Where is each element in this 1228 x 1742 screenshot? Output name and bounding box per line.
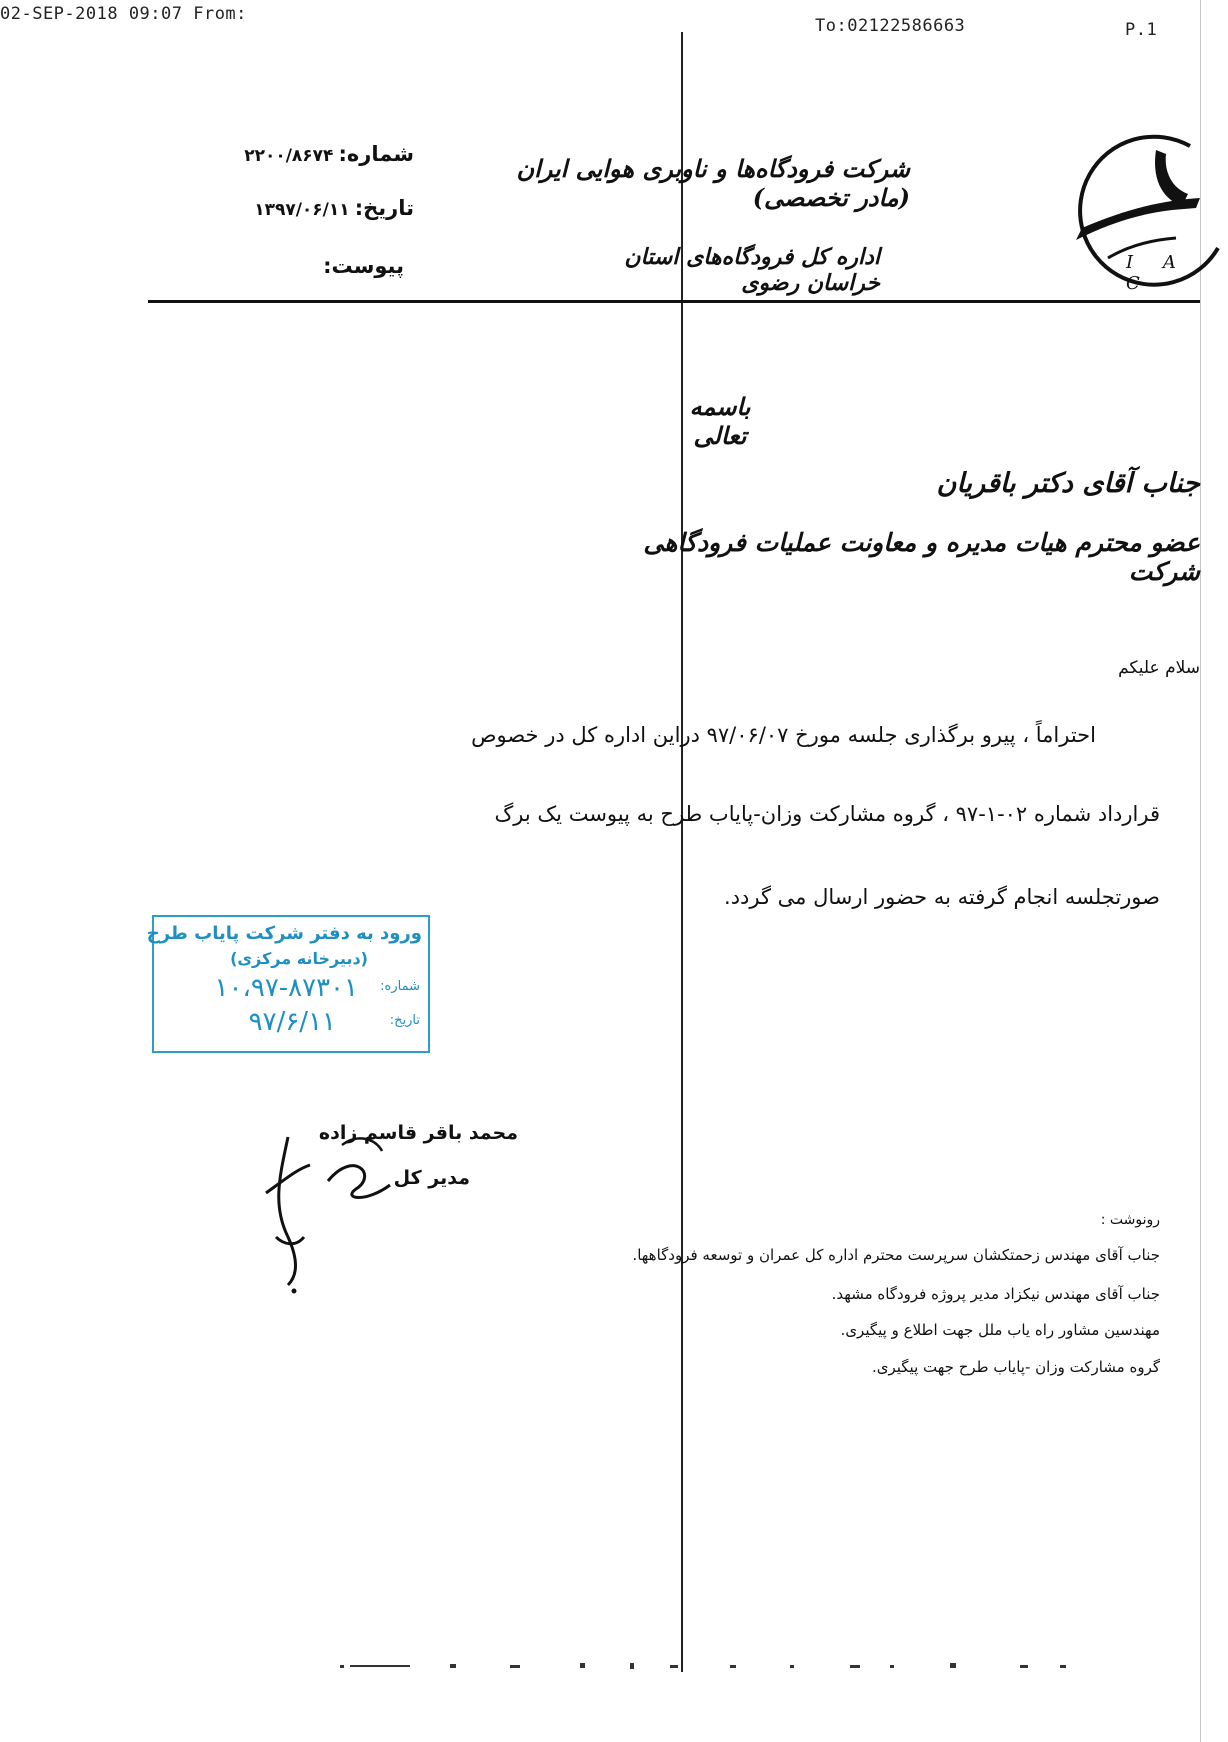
attachment-label: پیوست: [323, 254, 404, 278]
header-divider [148, 300, 1200, 303]
cc-item: مهندسین مشاور راه یاب ملل جهت اطلاع و پیگیری. [840, 1321, 1160, 1339]
date-value: ۱۳۹۷/۰۶/۱۱ [254, 200, 350, 220]
body-line: صورتجلسه انجام گرفته به حضور ارسال می گردد. [724, 885, 1160, 909]
stamp-subtitle: (دبیرخانه مرکزی) [230, 949, 368, 968]
company-name: شرکت فرودگاه‌ها و ناوبری هوایی ایران (مادر تخصصی) [516, 154, 910, 212]
reference-date-row [236, 196, 414, 220]
stamp-title: ورود به دفتر شرکت پایاب طرح [146, 923, 422, 944]
fax-page-number: P.1 [1125, 20, 1158, 40]
stamp-date-label: تاریخ: [389, 1013, 420, 1028]
number-label: شماره: [338, 142, 414, 166]
salutation-heading: باسمه تعالی [689, 392, 751, 450]
signatory-name: محمد باقر قاسم زاده [318, 1122, 518, 1144]
fax-timestamp: 02-SEP-2018 09:07 From: [0, 4, 247, 24]
stamp-date-value: ۹۷/۶/۱۱ [248, 1007, 336, 1037]
stamp-number-value: ۱۰،۹۷-۸۷۳۰۱ [214, 973, 358, 1003]
signatory-title: مدیر کل [393, 1167, 470, 1189]
greeting: سلام علیکم [1118, 658, 1200, 678]
department-name: اداره کل فرودگاه‌های استان خراسان رضوی [624, 244, 880, 296]
number-value: ۲۲۰۰/۸۶۷۴ [244, 146, 334, 166]
cc-item: جناب آقای مهندس نیکزاد مدیر پروژه فرودگاه مشهد. [831, 1285, 1160, 1303]
cc-item: گروه مشارکت وزان -پایاب طرح جهت پیگیری. [871, 1358, 1160, 1376]
fax-recipient-number: To:02122586663 [815, 16, 966, 36]
body-line: قرارداد شماره ۰۲-۱-۹۷ ، گروه مشارکت وزان-پایاب طرح به پیوست یک برگ [494, 802, 1160, 826]
date-label: تاریخ: [354, 196, 414, 220]
recipient-title: عضو محترم هیات مدیره و معاونت عملیات فرودگاهی شرکت [643, 528, 1200, 586]
stamp-number-label: شماره: [380, 979, 420, 994]
handwritten-signature [258, 1125, 398, 1295]
cc-item: جناب آقای مهندس زحمتکشان سرپرست محترم اداره کل عمران و توسعه فرودگاهها. [632, 1246, 1160, 1264]
body-line: احتراماً ، پیرو برگذاری جلسه مورخ ۹۷/۰۶/۰۷ دراین اداره کل در خصوص [471, 723, 1096, 747]
iac-logo [1068, 128, 1228, 296]
recipient-name: جناب آقای دکتر باقریان [936, 468, 1200, 499]
scan-noise [330, 1655, 1090, 1675]
cc-heading: رونوشت : [1100, 1212, 1160, 1228]
reference-number-row [236, 142, 414, 166]
logo-letters: I A C [1126, 252, 1188, 294]
incoming-stamp [146, 915, 430, 1053]
